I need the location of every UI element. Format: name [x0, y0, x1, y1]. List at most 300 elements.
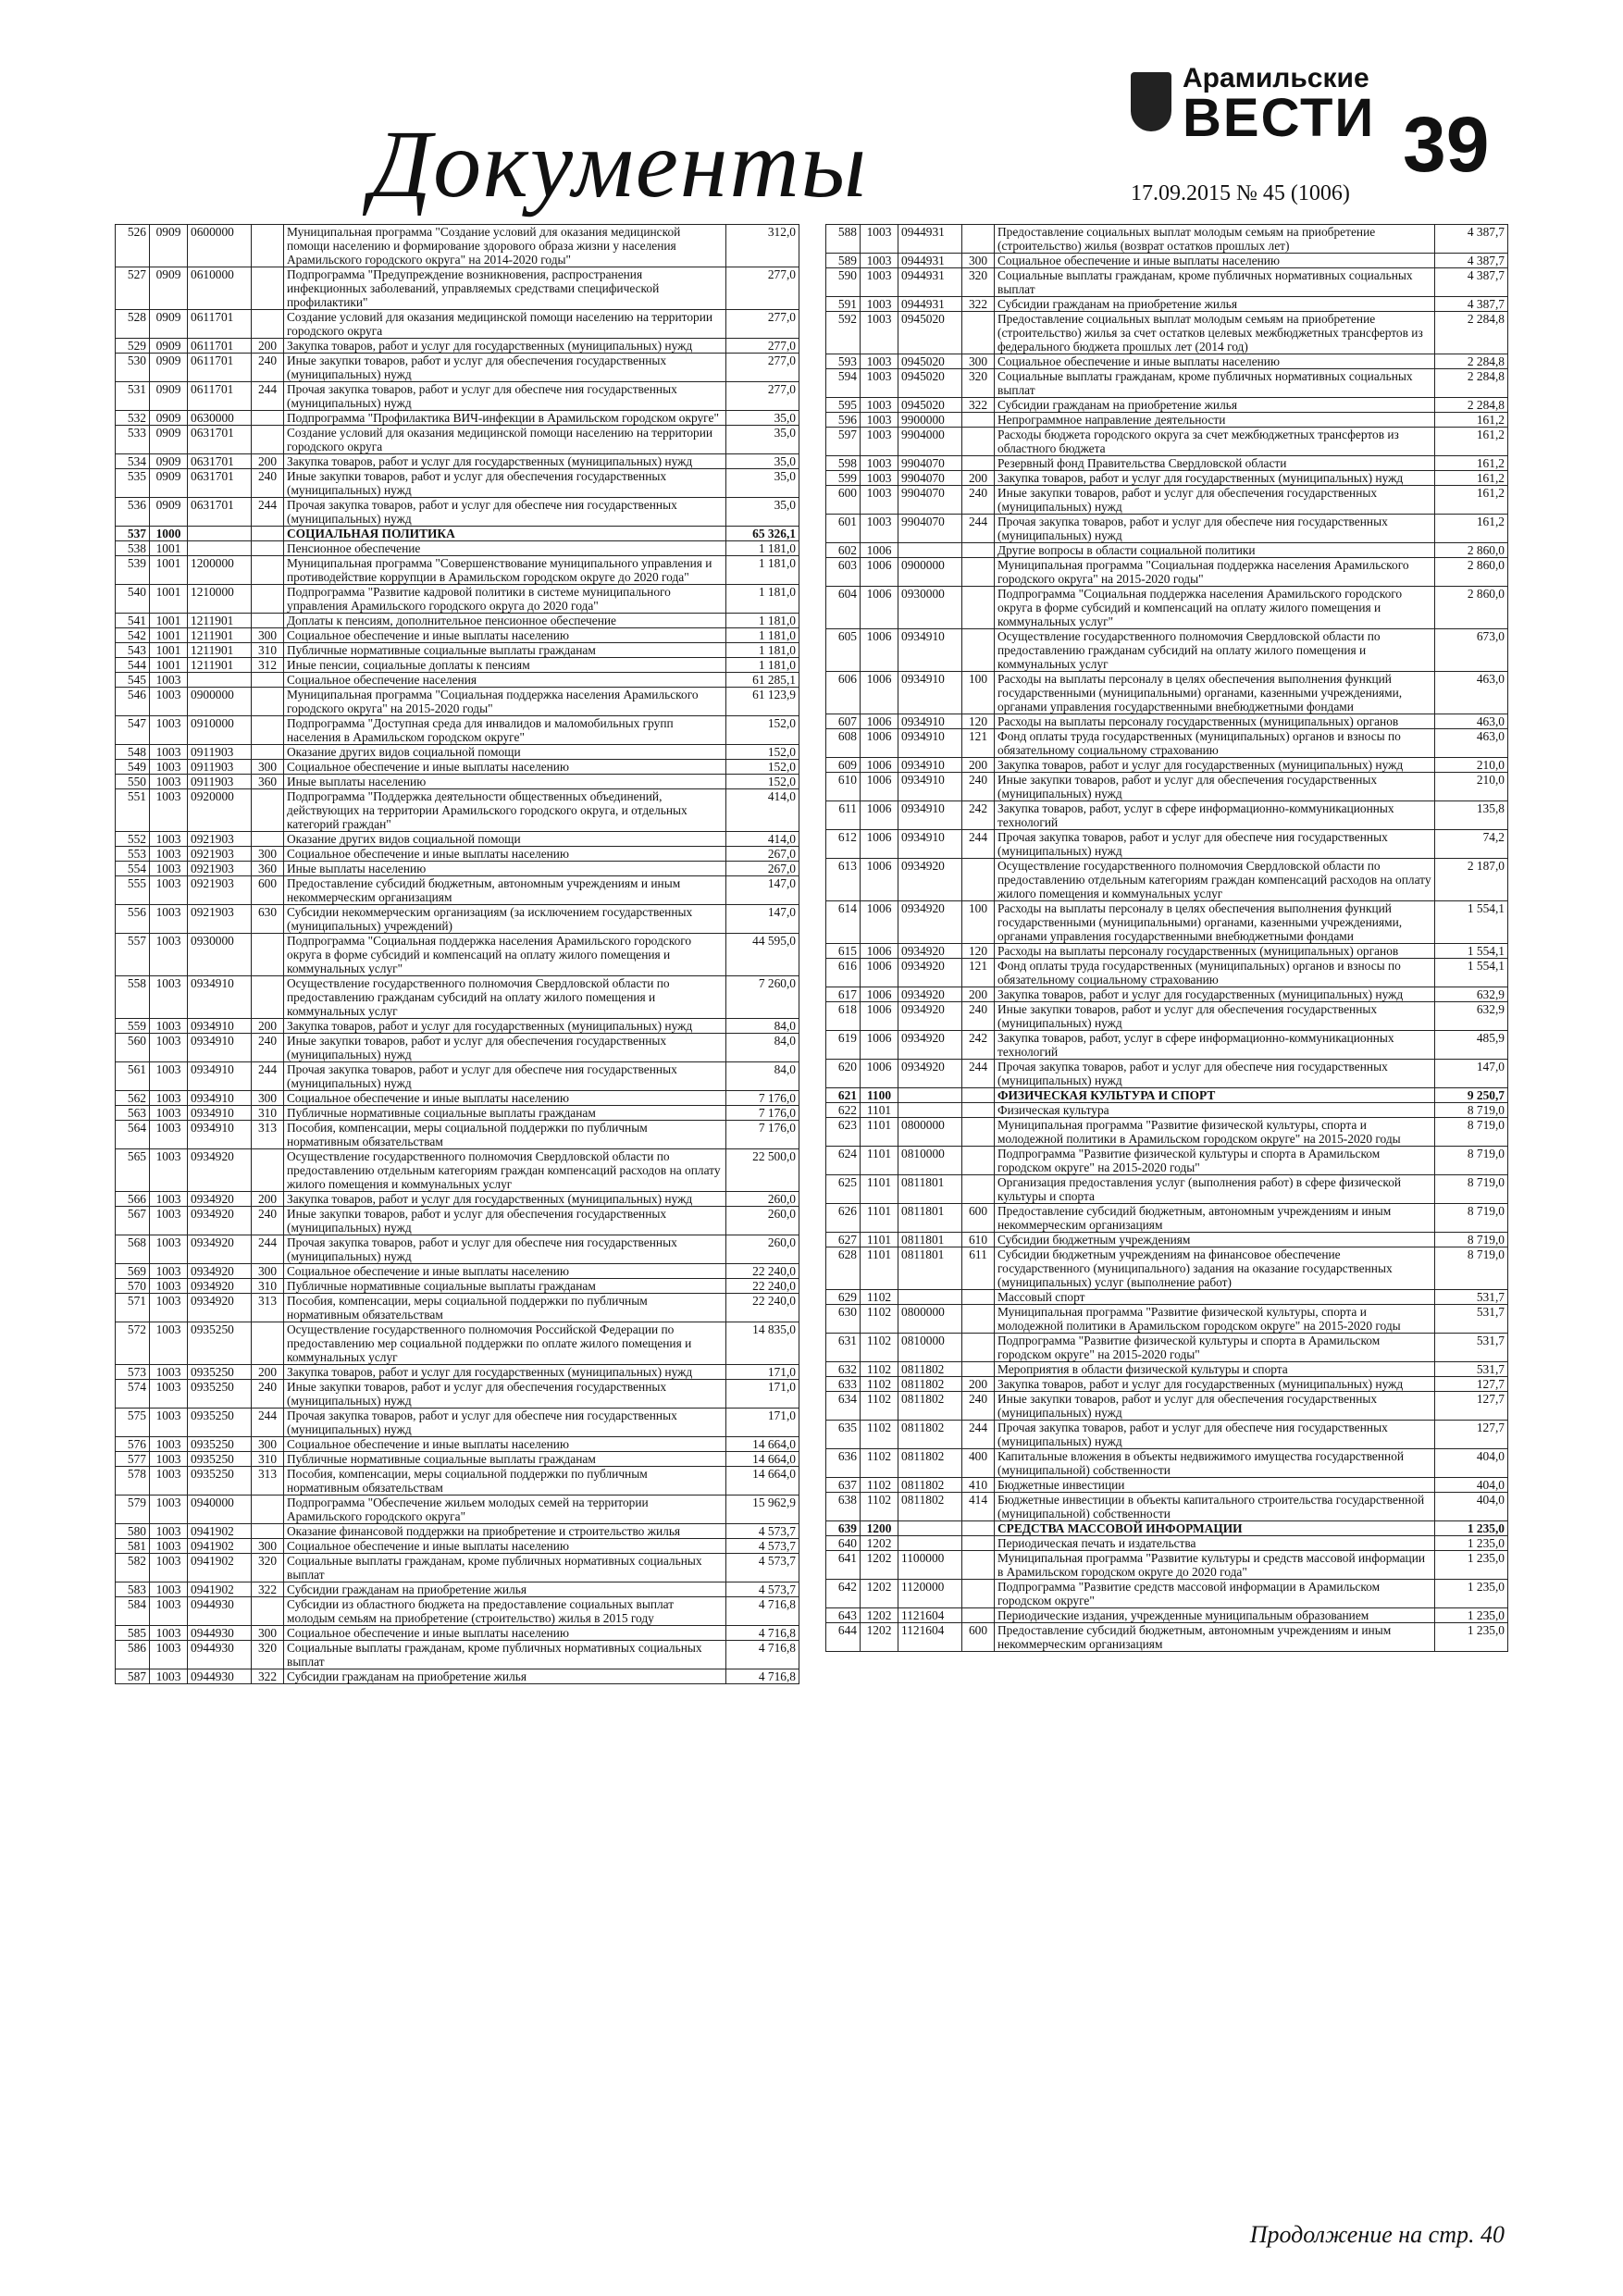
- target-article-code: [188, 673, 252, 688]
- section-code: 1102: [861, 1449, 898, 1478]
- table-row: [826, 1002, 1508, 1031]
- section-code: 1003: [150, 1554, 188, 1582]
- target-article-code: 0945020: [898, 312, 962, 354]
- section-code: 1003: [861, 297, 898, 312]
- target-article-code: 0944931: [898, 268, 962, 297]
- table-row: [826, 859, 1508, 901]
- target-article-code: 0900000: [188, 688, 252, 716]
- expense-type-code: [962, 1118, 995, 1147]
- row-number: 586: [116, 1641, 150, 1669]
- table-row: [116, 1380, 799, 1409]
- expense-type-code: 313: [252, 1121, 284, 1149]
- row-description: Публичные нормативные социальные выплаты гражданам: [284, 1279, 726, 1294]
- row-amount: 1 235,0: [1435, 1536, 1508, 1551]
- table-row: [826, 1147, 1508, 1175]
- row-amount: 171,0: [726, 1409, 799, 1437]
- expense-type-code: 630: [252, 905, 284, 934]
- expense-type-code: 300: [962, 254, 995, 268]
- row-amount: 8 719,0: [1435, 1204, 1508, 1233]
- table-row: [116, 1235, 799, 1264]
- target-article-code: 0631701: [188, 469, 252, 498]
- target-article-code: 0631701: [188, 426, 252, 454]
- section-code: 1003: [150, 847, 188, 862]
- expense-type-code: 200: [252, 339, 284, 354]
- row-description: Прочая закупка товаров, работ и услуг для обеспече ния государственных (муниципальных) нужд: [284, 1409, 726, 1437]
- expense-type-code: 121: [962, 729, 995, 758]
- target-article-code: 0934920: [188, 1207, 252, 1235]
- expense-type-code: [252, 1496, 284, 1524]
- table-row: [826, 369, 1508, 398]
- row-description: Социальное обеспечение и иные выплаты населению: [284, 760, 726, 775]
- table-row: [116, 1467, 799, 1496]
- row-number: 538: [116, 541, 150, 556]
- table-row: [116, 643, 799, 658]
- row-amount: 35,0: [726, 469, 799, 498]
- row-description: Осуществление государственного полномочия Свердловской области по предоставлению отдельным категориям граждан компенсаций расходов на оплату жилого помещения и коммунальных услуг: [284, 1149, 726, 1192]
- table-row: [116, 1437, 799, 1452]
- table-row: [116, 527, 799, 541]
- row-amount: 1 181,0: [726, 658, 799, 673]
- table-row: [116, 585, 799, 614]
- section-code: 1100: [861, 1088, 898, 1103]
- row-number: 619: [826, 1031, 861, 1060]
- row-description: Подпрограмма "Социальная поддержка населения Арамильского городского округа в форме субсидий и компенсаций на оплату жилого помещения и коммунальных услуг": [995, 587, 1435, 629]
- expense-type-code: 300: [252, 760, 284, 775]
- row-description: Расходы бюджета городского округа за счет межбюджетных трансфертов из областного бюджета: [995, 428, 1435, 456]
- row-amount: 171,0: [726, 1365, 799, 1380]
- section-code: 1003: [150, 1062, 188, 1091]
- target-article-code: 0944930: [188, 1626, 252, 1641]
- section-code: 1003: [150, 1034, 188, 1062]
- row-description: Иные закупки товаров, работ и услуг для обеспечения государственных (муниципальных) нужд: [995, 1002, 1435, 1031]
- row-amount: 404,0: [1435, 1478, 1508, 1493]
- section-code: 1003: [150, 862, 188, 876]
- row-description: Муниципальная программа "Развитие физической культуры, спорта и молодежной политики в Арамильском городском округе" на 2015-2020 годы: [995, 1118, 1435, 1147]
- row-description: Осуществление государственного полномочия Российской Федерации по предоставлению мер социальной поддержки по оплате жилого помещения и коммунальных услуг: [284, 1322, 726, 1365]
- table-row: [116, 1019, 799, 1034]
- expense-type-code: 320: [962, 369, 995, 398]
- row-description: Социальное обеспечение и иные выплаты населению: [284, 1539, 726, 1554]
- table-row: [116, 658, 799, 673]
- target-article-code: 0944930: [188, 1669, 252, 1684]
- target-article-code: 0811801: [898, 1204, 962, 1233]
- row-number: 580: [116, 1524, 150, 1539]
- table-row: [826, 486, 1508, 515]
- expense-type-code: 300: [252, 1626, 284, 1641]
- row-amount: 2 284,8: [1435, 354, 1508, 369]
- row-number: 609: [826, 758, 861, 773]
- row-amount: 277,0: [726, 339, 799, 354]
- row-amount: 1 181,0: [726, 614, 799, 628]
- row-number: 528: [116, 310, 150, 339]
- row-amount: 1 181,0: [726, 541, 799, 556]
- row-number: 634: [826, 1392, 861, 1421]
- section-code: 1003: [861, 471, 898, 486]
- section-code: 1003: [861, 254, 898, 268]
- expense-type-code: 310: [252, 1452, 284, 1467]
- row-number: 637: [826, 1478, 861, 1493]
- row-number: 617: [826, 987, 861, 1002]
- table-row: [116, 716, 799, 745]
- row-number: 533: [116, 426, 150, 454]
- row-number: 614: [826, 901, 861, 944]
- target-article-code: 0630000: [188, 411, 252, 426]
- table-row: [826, 1623, 1508, 1652]
- row-amount: 15 962,9: [726, 1496, 799, 1524]
- row-description: Социальные выплаты гражданам, кроме публичных нормативных социальных выплат: [284, 1554, 726, 1582]
- row-description: Мероприятия в области физической культуры и спорта: [995, 1362, 1435, 1377]
- expense-type-code: 312: [252, 658, 284, 673]
- row-description: Иные закупки товаров, работ и услуг для обеспечения государственных (муниципальных) нужд: [284, 1207, 726, 1235]
- target-article-code: 0934920: [188, 1294, 252, 1322]
- table-row: [116, 1264, 799, 1279]
- target-article-code: 0934920: [188, 1235, 252, 1264]
- section-code: 1003: [150, 1322, 188, 1365]
- row-amount: 210,0: [1435, 758, 1508, 773]
- expense-type-code: [252, 1322, 284, 1365]
- row-amount: 277,0: [726, 354, 799, 382]
- row-number: 560: [116, 1034, 150, 1062]
- target-article-code: [898, 1088, 962, 1103]
- row-number: 546: [116, 688, 150, 716]
- target-article-code: 1211901: [188, 628, 252, 643]
- section-code: 1006: [861, 859, 898, 901]
- row-amount: 2 860,0: [1435, 558, 1508, 587]
- table-row: [826, 714, 1508, 729]
- row-description: Фонд оплаты труда государственных (муниципальных) органов и взносы по обязательному социальному страхованию: [995, 959, 1435, 987]
- row-number: 550: [116, 775, 150, 789]
- row-number: 529: [116, 339, 150, 354]
- section-code: 1006: [861, 587, 898, 629]
- expense-type-code: 240: [962, 1392, 995, 1421]
- row-number: 632: [826, 1362, 861, 1377]
- row-amount: 673,0: [1435, 629, 1508, 672]
- row-number: 563: [116, 1106, 150, 1121]
- row-number: 568: [116, 1235, 150, 1264]
- expense-type-code: 240: [252, 354, 284, 382]
- section-code: 1003: [861, 515, 898, 543]
- target-article-code: 0941902: [188, 1524, 252, 1539]
- row-number: 542: [116, 628, 150, 643]
- table-row: [826, 629, 1508, 672]
- section-code: 1101: [861, 1175, 898, 1204]
- page-header: [0, 0, 1623, 222]
- target-article-code: 0945020: [898, 398, 962, 413]
- row-amount: 1 235,0: [1435, 1623, 1508, 1652]
- target-article-code: 9904070: [898, 486, 962, 515]
- table-row: [116, 876, 799, 905]
- expense-type-code: 200: [962, 1377, 995, 1392]
- row-amount: 84,0: [726, 1062, 799, 1091]
- row-description: Расходы на выплаты персоналу государственных (муниципальных) органов: [995, 714, 1435, 729]
- section-code: 1003: [150, 1496, 188, 1524]
- row-number: 593: [826, 354, 861, 369]
- section-code: 1102: [861, 1305, 898, 1334]
- section-code: 0909: [150, 426, 188, 454]
- row-description: Осуществление государственного полномочия Свердловской области по предоставлению гражданам субсидий на оплату жилого помещения и коммунальных услуг: [284, 976, 726, 1019]
- row-description: Периодическая печать и издательства: [995, 1536, 1435, 1551]
- row-description: Непрограммное направление деятельности: [995, 413, 1435, 428]
- row-number: 585: [116, 1626, 150, 1641]
- row-number: 590: [826, 268, 861, 297]
- section-code: 1202: [861, 1580, 898, 1608]
- section-code: 1003: [861, 268, 898, 297]
- row-description: Субсидии некоммерческим организациям (за исключением государственных (муниципальных) учреждений): [284, 905, 726, 934]
- row-number: 569: [116, 1264, 150, 1279]
- section-code: 1102: [861, 1493, 898, 1521]
- row-amount: 161,2: [1435, 486, 1508, 515]
- expense-type-code: [252, 614, 284, 628]
- row-number: 553: [116, 847, 150, 862]
- section-code: 1006: [861, 629, 898, 672]
- section-code: 1101: [861, 1233, 898, 1247]
- section-code: 1003: [150, 1582, 188, 1597]
- row-description: Закупка товаров, работ и услуг для государственных (муниципальных) нужд: [284, 454, 726, 469]
- row-amount: 161,2: [1435, 413, 1508, 428]
- row-number: 588: [826, 225, 861, 254]
- row-amount: 2 284,8: [1435, 369, 1508, 398]
- row-amount: 1 181,0: [726, 556, 799, 585]
- section-code: 1003: [150, 789, 188, 832]
- expense-type-code: [252, 832, 284, 847]
- expense-type-code: 200: [252, 1365, 284, 1380]
- row-number: 610: [826, 773, 861, 801]
- row-amount: 8 719,0: [1435, 1247, 1508, 1290]
- expense-type-code: 240: [962, 486, 995, 515]
- row-description: Бюджетные инвестиции в объекты капитального строительства государственной (муниципальной) собственности: [995, 1493, 1435, 1521]
- table-row: [116, 1192, 799, 1207]
- section-code: 1006: [861, 558, 898, 587]
- table-row: [116, 1409, 799, 1437]
- table-row: [826, 558, 1508, 587]
- expense-type-code: [252, 716, 284, 745]
- row-description: Социальные выплаты гражданам, кроме публичных нормативных социальных выплат: [284, 1641, 726, 1669]
- expense-type-code: 320: [252, 1641, 284, 1669]
- row-description: Подпрограмма "Предупреждение возникновения, распространения инфекционных заболеваний, управляемых средствами специфической профилактики": [284, 267, 726, 310]
- target-article-code: 0934910: [898, 830, 962, 859]
- row-amount: 7 176,0: [726, 1121, 799, 1149]
- target-article-code: 0941902: [188, 1554, 252, 1582]
- row-amount: 147,0: [726, 905, 799, 934]
- section-code: 1003: [861, 312, 898, 354]
- expense-type-code: [962, 1551, 995, 1580]
- section-code: 1102: [861, 1478, 898, 1493]
- expense-type-code: [252, 585, 284, 614]
- target-article-code: 0911903: [188, 760, 252, 775]
- row-number: 549: [116, 760, 150, 775]
- table-row: [116, 1294, 799, 1322]
- table-row: [826, 428, 1508, 456]
- row-number: 552: [116, 832, 150, 847]
- target-article-code: 0934910: [188, 1034, 252, 1062]
- expense-type-code: 240: [252, 1207, 284, 1235]
- expense-type-code: 410: [962, 1478, 995, 1493]
- table-row: [116, 745, 799, 760]
- row-number: 624: [826, 1147, 861, 1175]
- row-description: Прочая закупка товаров, работ и услуг для обеспече ния государственных (муниципальных) нужд: [995, 830, 1435, 859]
- row-description: Периодические издания, учрежденные муниципальным образованием: [995, 1608, 1435, 1623]
- row-description: Закупка товаров, работ, услуг в сфере информационно-коммуникационных технологий: [995, 1031, 1435, 1060]
- expense-type-code: [962, 1334, 995, 1362]
- table-row: [116, 411, 799, 426]
- row-description: Закупка товаров, работ и услуг для государственных (муниципальных) нужд: [995, 471, 1435, 486]
- row-number: 578: [116, 1467, 150, 1496]
- section-code: 1101: [861, 1147, 898, 1175]
- expense-type-code: 300: [962, 354, 995, 369]
- table-row: [116, 454, 799, 469]
- target-article-code: 0934910: [188, 1121, 252, 1149]
- section-code: 1006: [861, 959, 898, 987]
- row-number: 565: [116, 1149, 150, 1192]
- section-code: 1003: [861, 486, 898, 515]
- section-code: 1003: [861, 225, 898, 254]
- row-description: Закупка товаров, работ и услуг для государственных (муниципальных) нужд: [284, 1192, 726, 1207]
- section-code: 1001: [150, 541, 188, 556]
- row-description: Субсидии гражданам на приобретение жилья: [284, 1582, 726, 1597]
- row-amount: 414,0: [726, 789, 799, 832]
- target-article-code: 0611701: [188, 354, 252, 382]
- row-amount: 1 235,0: [1435, 1551, 1508, 1580]
- expense-type-code: 244: [252, 382, 284, 411]
- table-row: [826, 801, 1508, 830]
- table-row: [116, 1149, 799, 1192]
- table-row: [116, 905, 799, 934]
- row-amount: 84,0: [726, 1019, 799, 1034]
- row-amount: 14 664,0: [726, 1437, 799, 1452]
- section-code: 1200: [861, 1521, 898, 1536]
- row-number: 597: [826, 428, 861, 456]
- row-description: Резервный фонд Правительства Свердловской области: [995, 456, 1435, 471]
- row-number: 636: [826, 1449, 861, 1478]
- table-row: [826, 413, 1508, 428]
- row-description: Публичные нормативные социальные выплаты гражданам: [284, 1106, 726, 1121]
- row-number: 631: [826, 1334, 861, 1362]
- target-article-code: 0934910: [188, 1106, 252, 1121]
- target-article-code: 0810000: [898, 1147, 962, 1175]
- section-code: 1003: [150, 1437, 188, 1452]
- section-code: 1102: [861, 1392, 898, 1421]
- row-amount: 22 240,0: [726, 1279, 799, 1294]
- row-number: 633: [826, 1377, 861, 1392]
- row-amount: 4 716,8: [726, 1641, 799, 1669]
- row-description: Публичные нормативные социальные выплаты гражданам: [284, 1452, 726, 1467]
- row-description: Иные закупки товаров, работ и услуг для обеспечения государственных (муниципальных) нужд: [284, 469, 726, 498]
- row-number: 606: [826, 672, 861, 714]
- expense-type-code: 300: [252, 1264, 284, 1279]
- section-code: 0909: [150, 225, 188, 267]
- table-row: [826, 1392, 1508, 1421]
- row-amount: 463,0: [1435, 714, 1508, 729]
- row-amount: 74,2: [1435, 830, 1508, 859]
- row-number: 594: [826, 369, 861, 398]
- coat-of-arms-icon: [1131, 72, 1171, 131]
- row-amount: 9 250,7: [1435, 1088, 1508, 1103]
- row-amount: 152,0: [726, 716, 799, 745]
- row-number: 635: [826, 1421, 861, 1449]
- section-code: 1006: [861, 672, 898, 714]
- section-code: 0909: [150, 454, 188, 469]
- target-article-code: 1121604: [898, 1623, 962, 1652]
- row-amount: 632,9: [1435, 987, 1508, 1002]
- target-article-code: 0921903: [188, 876, 252, 905]
- table-row: [826, 456, 1508, 471]
- row-number: 625: [826, 1175, 861, 1204]
- expense-type-code: 322: [252, 1582, 284, 1597]
- row-number: 616: [826, 959, 861, 987]
- row-number: 642: [826, 1580, 861, 1608]
- row-number: 602: [826, 543, 861, 558]
- table-row: [826, 758, 1508, 773]
- row-amount: 127,7: [1435, 1421, 1508, 1449]
- row-amount: 7 260,0: [726, 976, 799, 1019]
- target-article-code: 0934910: [898, 672, 962, 714]
- section-code: 1202: [861, 1623, 898, 1652]
- row-number: 551: [116, 789, 150, 832]
- row-description: Иные закупки товаров, работ и услуг для обеспечения государственных (муниципальных) нужд: [995, 486, 1435, 515]
- target-article-code: 0934910: [898, 773, 962, 801]
- row-number: 622: [826, 1103, 861, 1118]
- row-amount: 531,7: [1435, 1305, 1508, 1334]
- row-description: Оказание других видов социальной помощи: [284, 832, 726, 847]
- row-amount: 2 860,0: [1435, 587, 1508, 629]
- row-amount: 61 285,1: [726, 673, 799, 688]
- target-article-code: 0611701: [188, 382, 252, 411]
- target-article-code: 0941902: [188, 1539, 252, 1554]
- expense-type-code: [252, 225, 284, 267]
- row-number: 548: [116, 745, 150, 760]
- row-amount: 404,0: [1435, 1493, 1508, 1521]
- table-row: [826, 268, 1508, 297]
- target-article-code: 0945020: [898, 354, 962, 369]
- row-amount: 632,9: [1435, 1002, 1508, 1031]
- expense-type-code: 360: [252, 775, 284, 789]
- table-row: [826, 1060, 1508, 1088]
- row-description: Муниципальная программа "Социальная поддержка населения Арамильского городского округа" на 2015-2020 годы": [284, 688, 726, 716]
- table-row: [826, 959, 1508, 987]
- table-row: [116, 1452, 799, 1467]
- row-description: Создание условий для оказания медицинской помощи населению на территории городского округа: [284, 426, 726, 454]
- row-amount: 4 573,7: [726, 1524, 799, 1539]
- table-row: [116, 628, 799, 643]
- row-number: 620: [826, 1060, 861, 1088]
- target-article-code: 0940000: [188, 1496, 252, 1524]
- row-description: Предоставление социальных выплат молодым семьям на приобретение (строительство) жилья (возврат остатков прошлых лет): [995, 225, 1435, 254]
- section-code: 1003: [150, 832, 188, 847]
- expense-type-code: 121: [962, 959, 995, 987]
- row-amount: 65 326,1: [726, 527, 799, 541]
- expense-type-code: [252, 745, 284, 760]
- section-code: 1003: [150, 760, 188, 775]
- row-description: Фонд оплаты труда государственных (муниципальных) органов и взносы по обязательному социальному страхованию: [995, 729, 1435, 758]
- row-number: 539: [116, 556, 150, 585]
- expense-type-code: [962, 1147, 995, 1175]
- row-description: Закупка товаров, работ, услуг в сфере информационно-коммуникационных технологий: [995, 801, 1435, 830]
- expense-type-code: 310: [252, 1106, 284, 1121]
- expense-type-code: 400: [962, 1449, 995, 1478]
- expense-type-code: [962, 859, 995, 901]
- expense-type-code: [252, 688, 284, 716]
- row-description: Предоставление субсидий бюджетным, автономным учреждениям и иным некоммерческим организациям: [995, 1623, 1435, 1652]
- target-article-code: 9904070: [898, 515, 962, 543]
- row-description: Подпрограмма "Поддержка деятельности общественных объединений, действующих на территории Арамильского городского округа, и отдельных категорий граждан": [284, 789, 726, 832]
- target-article-code: 0934910: [188, 1062, 252, 1091]
- row-amount: 2 187,0: [1435, 859, 1508, 901]
- row-description: Субсидии бюджетным учреждениям на финансовое обеспечение государственного (муниципального) задания на оказание государственных (муниципальных) услуг (выполнение работ): [995, 1247, 1435, 1290]
- section-code: 1102: [861, 1377, 898, 1392]
- row-number: 537: [116, 527, 150, 541]
- section-code: 1202: [861, 1536, 898, 1551]
- section-code: 1003: [150, 905, 188, 934]
